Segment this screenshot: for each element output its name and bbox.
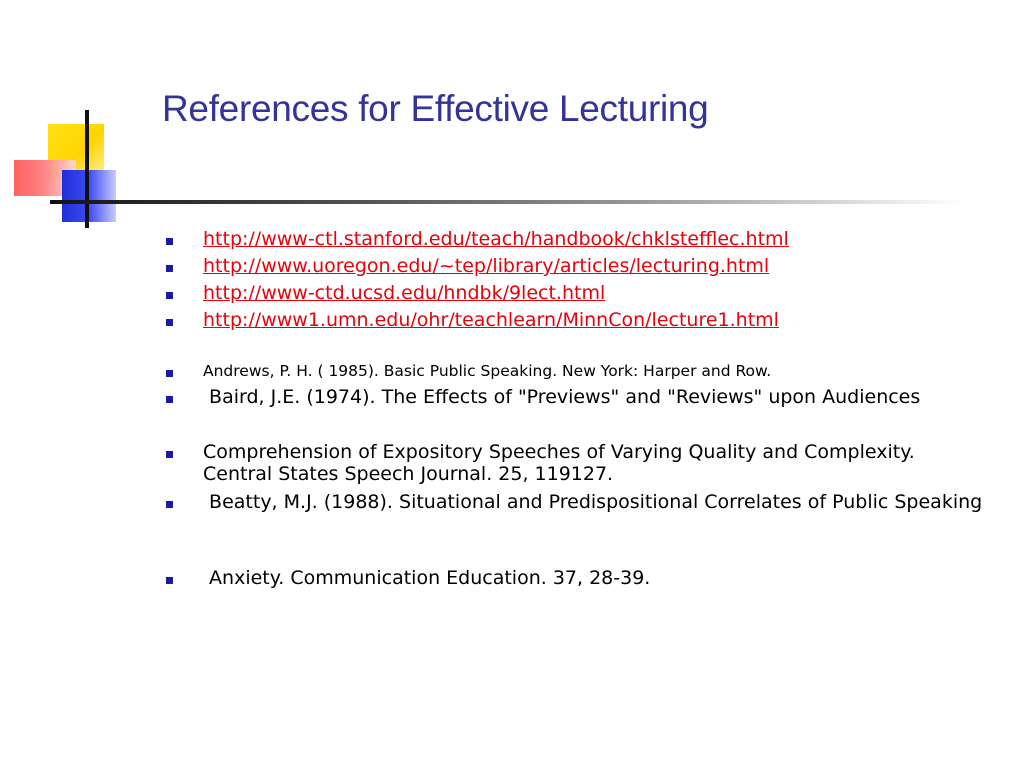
- reference-link[interactable]: http://www1.umn.edu/ohr/teachlearn/MinnCon/lecture1.html: [203, 309, 779, 331]
- citation-text: Andrews, P. H. ( 1985). Basic Public Speaking. New York: Harper and Row.: [203, 362, 772, 380]
- citation-text: Baird, J.E. (1974). The Effects of "Previews" and "Reviews" upon Audiences: [203, 386, 921, 408]
- square-bullet-icon: [166, 238, 173, 245]
- reference-link[interactable]: http://www.uoregon.edu/~tep/library/articles/lecturing.html: [203, 255, 770, 277]
- square-bullet-icon: [166, 396, 173, 403]
- square-bullet-icon: [166, 451, 173, 458]
- slide-title: References for Effective Lecturing: [162, 88, 709, 129]
- reference-link[interactable]: http://www-ctl.stanford.edu/teach/handbook/chklstefflec.html: [203, 228, 789, 250]
- citation-text: Beatty, M.J. (1988). Situational and Predispositional Correlates of Public Speaking: [203, 491, 983, 513]
- square-bullet-icon: [166, 265, 173, 272]
- square-bullet-icon: [166, 292, 173, 299]
- square-bullet-icon: [166, 501, 173, 508]
- square-bullet-icon: [166, 370, 173, 377]
- reference-link[interactable]: http://www-ctd.ucsd.edu/hndbk/9lect.html: [203, 282, 606, 304]
- citation-text: Comprehension of Expository Speeches of Varying Quality and Complexity. Central States Speech Journal. 25, 119127.: [203, 441, 915, 485]
- square-bullet-icon: [166, 319, 173, 326]
- square-bullet-icon: [166, 577, 173, 584]
- citation-text: Anxiety. Communication Education. 37, 28-39.: [203, 567, 651, 589]
